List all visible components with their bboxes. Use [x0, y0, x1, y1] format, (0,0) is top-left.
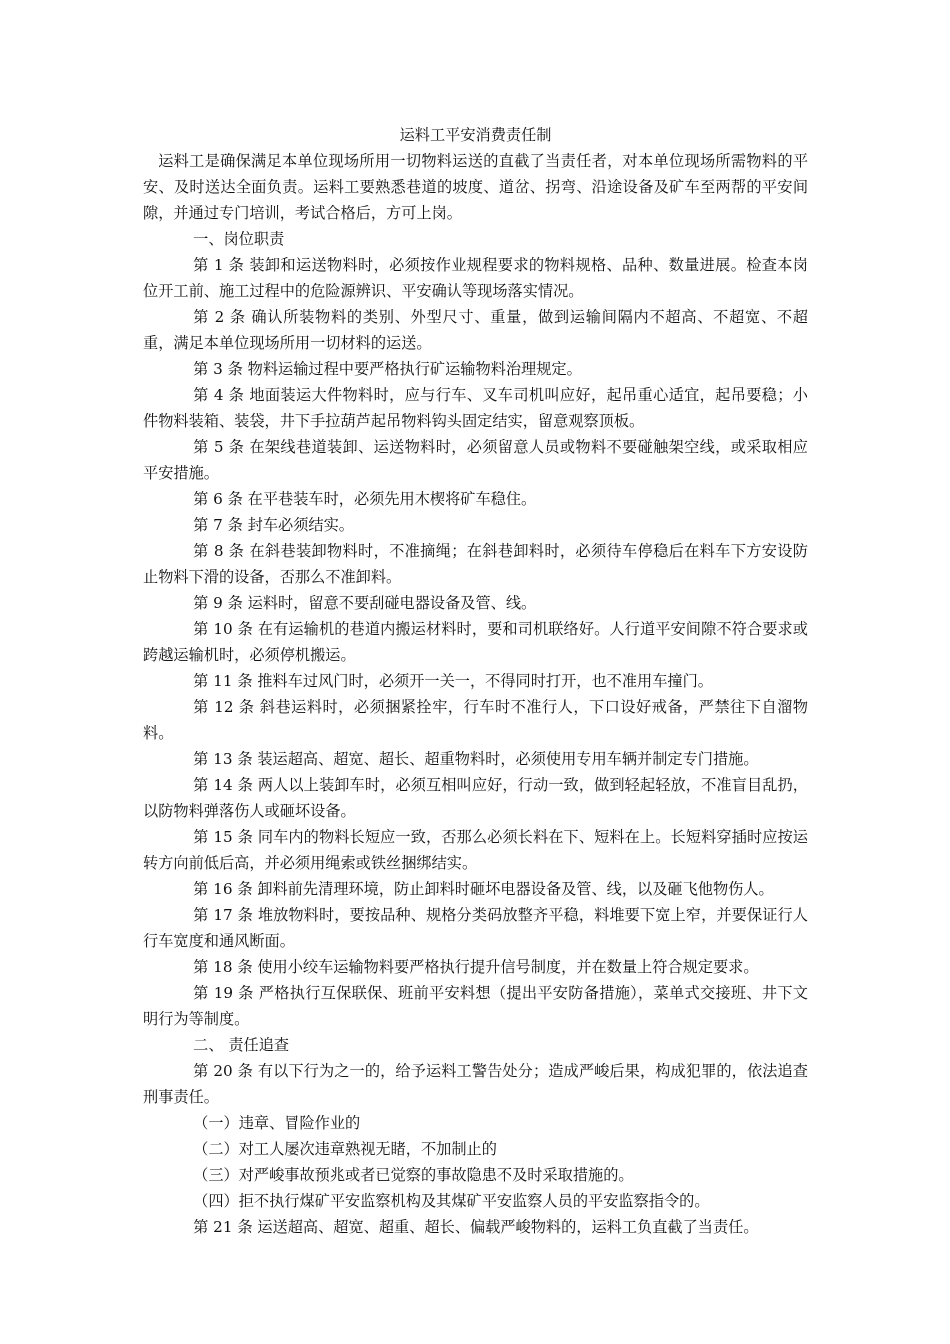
document-title: 运料工平安消费责任制 — [399, 126, 552, 144]
article-10: 第 10 条 在有运输机的巷道内搬运材料时，要和司机联络好。人行道平安间隙不符合要求或跨越运输机时，必须停机搬运。 — [143, 620, 808, 664]
article-9: 第 9 条 运料时，留意不要刮碰电器设备及管、线。 — [193, 594, 537, 612]
article-3: 第 3 条 物料运输过程中要严格执行矿运输物料治理规定。 — [193, 360, 582, 378]
list-item: （四）拒不执行煤矿平安监察机构及其煤矿平安监察人员的平安监察指令的。 — [193, 1192, 710, 1210]
intro-paragraph: 运料工是确保满足本单位现场所用一切物料运送的直截了当责任者，对本单位现场所需物料的平安、及时送达全面负责。运料工要熟悉巷道的坡度、道岔、拐弯、沿途设备及矿车至两帮的平安间隙，并通过专门培训，考试合格后，方可上岗。 — [143, 152, 808, 222]
article-8: 第 8 条 在斜巷装卸物料时，不准摘绳；在斜巷卸料时，必须待车停稳后在料车下方安设防止物料下滑的设备，否那么不准卸料。 — [143, 542, 808, 586]
article-19: 第 19 条 严格执行互保联保、班前平安料想（提出平安防备措施），菜单式交接班、井下文明行为等制度。 — [143, 984, 808, 1028]
article-14: 第 14 条 两人以上装卸车时，必须互相叫应好，行动一致，做到轻起轻放，不准盲目乱扔，以防物料弹落伤人或砸坏设备。 — [143, 776, 808, 820]
section-heading-duties: 一、岗位职责 — [193, 230, 285, 248]
list-item: （一）违章、冒险作业的 — [193, 1114, 361, 1132]
article-16: 第 16 条 卸料前先清理环境，防止卸料时砸坏电器设备及管、线，以及砸飞他物伤人。 — [193, 880, 774, 898]
article-12: 第 12 条 斜巷运料时，必须捆紧拴牢，行车时不准行人，下口设好戒备，严禁往下自溜物料。 — [143, 698, 808, 742]
section-heading-accountability: 二、 责任追查 — [193, 1036, 290, 1054]
article-21: 第 21 条 运送超高、超宽、超重、超长、偏载严峻物料的，运料工负直截了当责任。 — [193, 1218, 759, 1236]
document-page — [143, 122, 808, 1240]
article-18: 第 18 条 使用小绞车运输物料要严格执行提升信号制度，并在数量上符合规定要求。 — [193, 958, 759, 976]
article-4: 第 4 条 地面装运大件物料时，应与行车、叉车司机叫应好，起吊重心适宜，起吊要稳；小件物料装箱、装袋，井下手拉葫芦起吊物料钩头固定结实，留意观察顶板。 — [143, 386, 808, 430]
list-item: （三）对严峻事故预兆或者已觉察的事故隐患不及时采取措施的。 — [193, 1166, 634, 1184]
list-item: （二）对工人屡次违章熟视无睹，不加制止的 — [193, 1140, 497, 1158]
article-20: 第 20 条 有以下行为之一的，给予运料工警告处分；造成严峻后果，构成犯罪的，依法追查刑事责任。 — [143, 1062, 808, 1106]
article-11: 第 11 条 推料车过风门时，必须开一关一，不得同时打开，也不准用车撞门。 — [193, 672, 713, 690]
article-2: 第 2 条 确认所装物料的类别、外型尺寸、重量，做到运输间隔内不超高、不超宽、不超重，满足本单位现场所用一切材料的运送。 — [143, 308, 808, 352]
article-13: 第 13 条 装运超高、超宽、超长、超重物料时，必须使用专用车辆并制定专门措施。 — [193, 750, 759, 768]
article-17: 第 17 条 堆放物料时，要按品种、规格分类码放整齐平稳，料堆要下宽上窄，并要保证行人行车宽度和通风断面。 — [143, 906, 808, 950]
article-6: 第 6 条 在平巷装车时，必须先用木楔将矿车稳住。 — [193, 490, 537, 508]
article-7: 第 7 条 封车必须结实。 — [193, 516, 354, 534]
article-1: 第 1 条 装卸和运送物料时，必须按作业规程要求的物料规格、品种、数量进展。检查本岗位开工前、施工过程中的危险源辨识、平安确认等现场落实情况。 — [143, 256, 808, 300]
article-15: 第 15 条 同车内的物料长短应一致，否那么必须长料在下、短料在上。长短料穿插时应按运转方向前低后高，并必须用绳索或铁丝捆绑结实。 — [143, 828, 808, 872]
article-5: 第 5 条 在架线巷道装卸、运送物料时，必须留意人员或物料不要碰触架空线，或采取相应平安措施。 — [143, 438, 808, 482]
